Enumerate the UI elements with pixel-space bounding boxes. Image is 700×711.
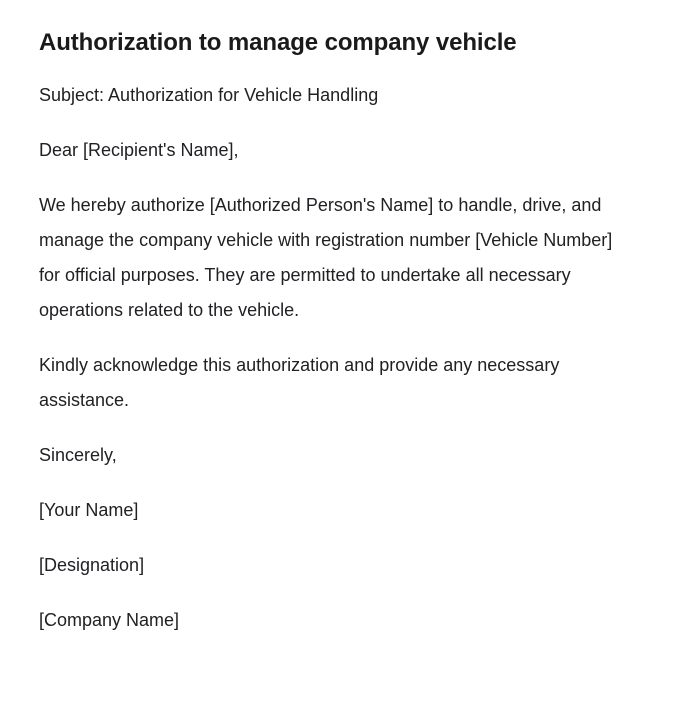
- paragraph-closing: Sincerely,: [39, 445, 117, 465]
- paragraph-salutation: Dear [Recipient's Name],: [39, 140, 239, 160]
- paragraph-subject: Subject: Authorization for Vehicle Handling: [39, 85, 379, 105]
- paragraph-body-request: Kindly acknowledge this authorization and provide any necessary assistance.: [39, 355, 560, 410]
- signature-company: [Company Name]: [39, 610, 180, 630]
- paragraph-body-main: We hereby authorize [Authorized Person's Name] to handle, drive, and manage the company vehicle with registration number [Vehicle Number] for official purposes. They are permitted to undertake all necessary operations related to the vehicle.: [39, 195, 613, 320]
- page-title: Authorization to manage company vehicle: [39, 29, 517, 56]
- document-body: [39, 78, 631, 638]
- signature-designation: [Designation]: [39, 555, 145, 575]
- signature-sender-name: [Your Name]: [39, 500, 139, 520]
